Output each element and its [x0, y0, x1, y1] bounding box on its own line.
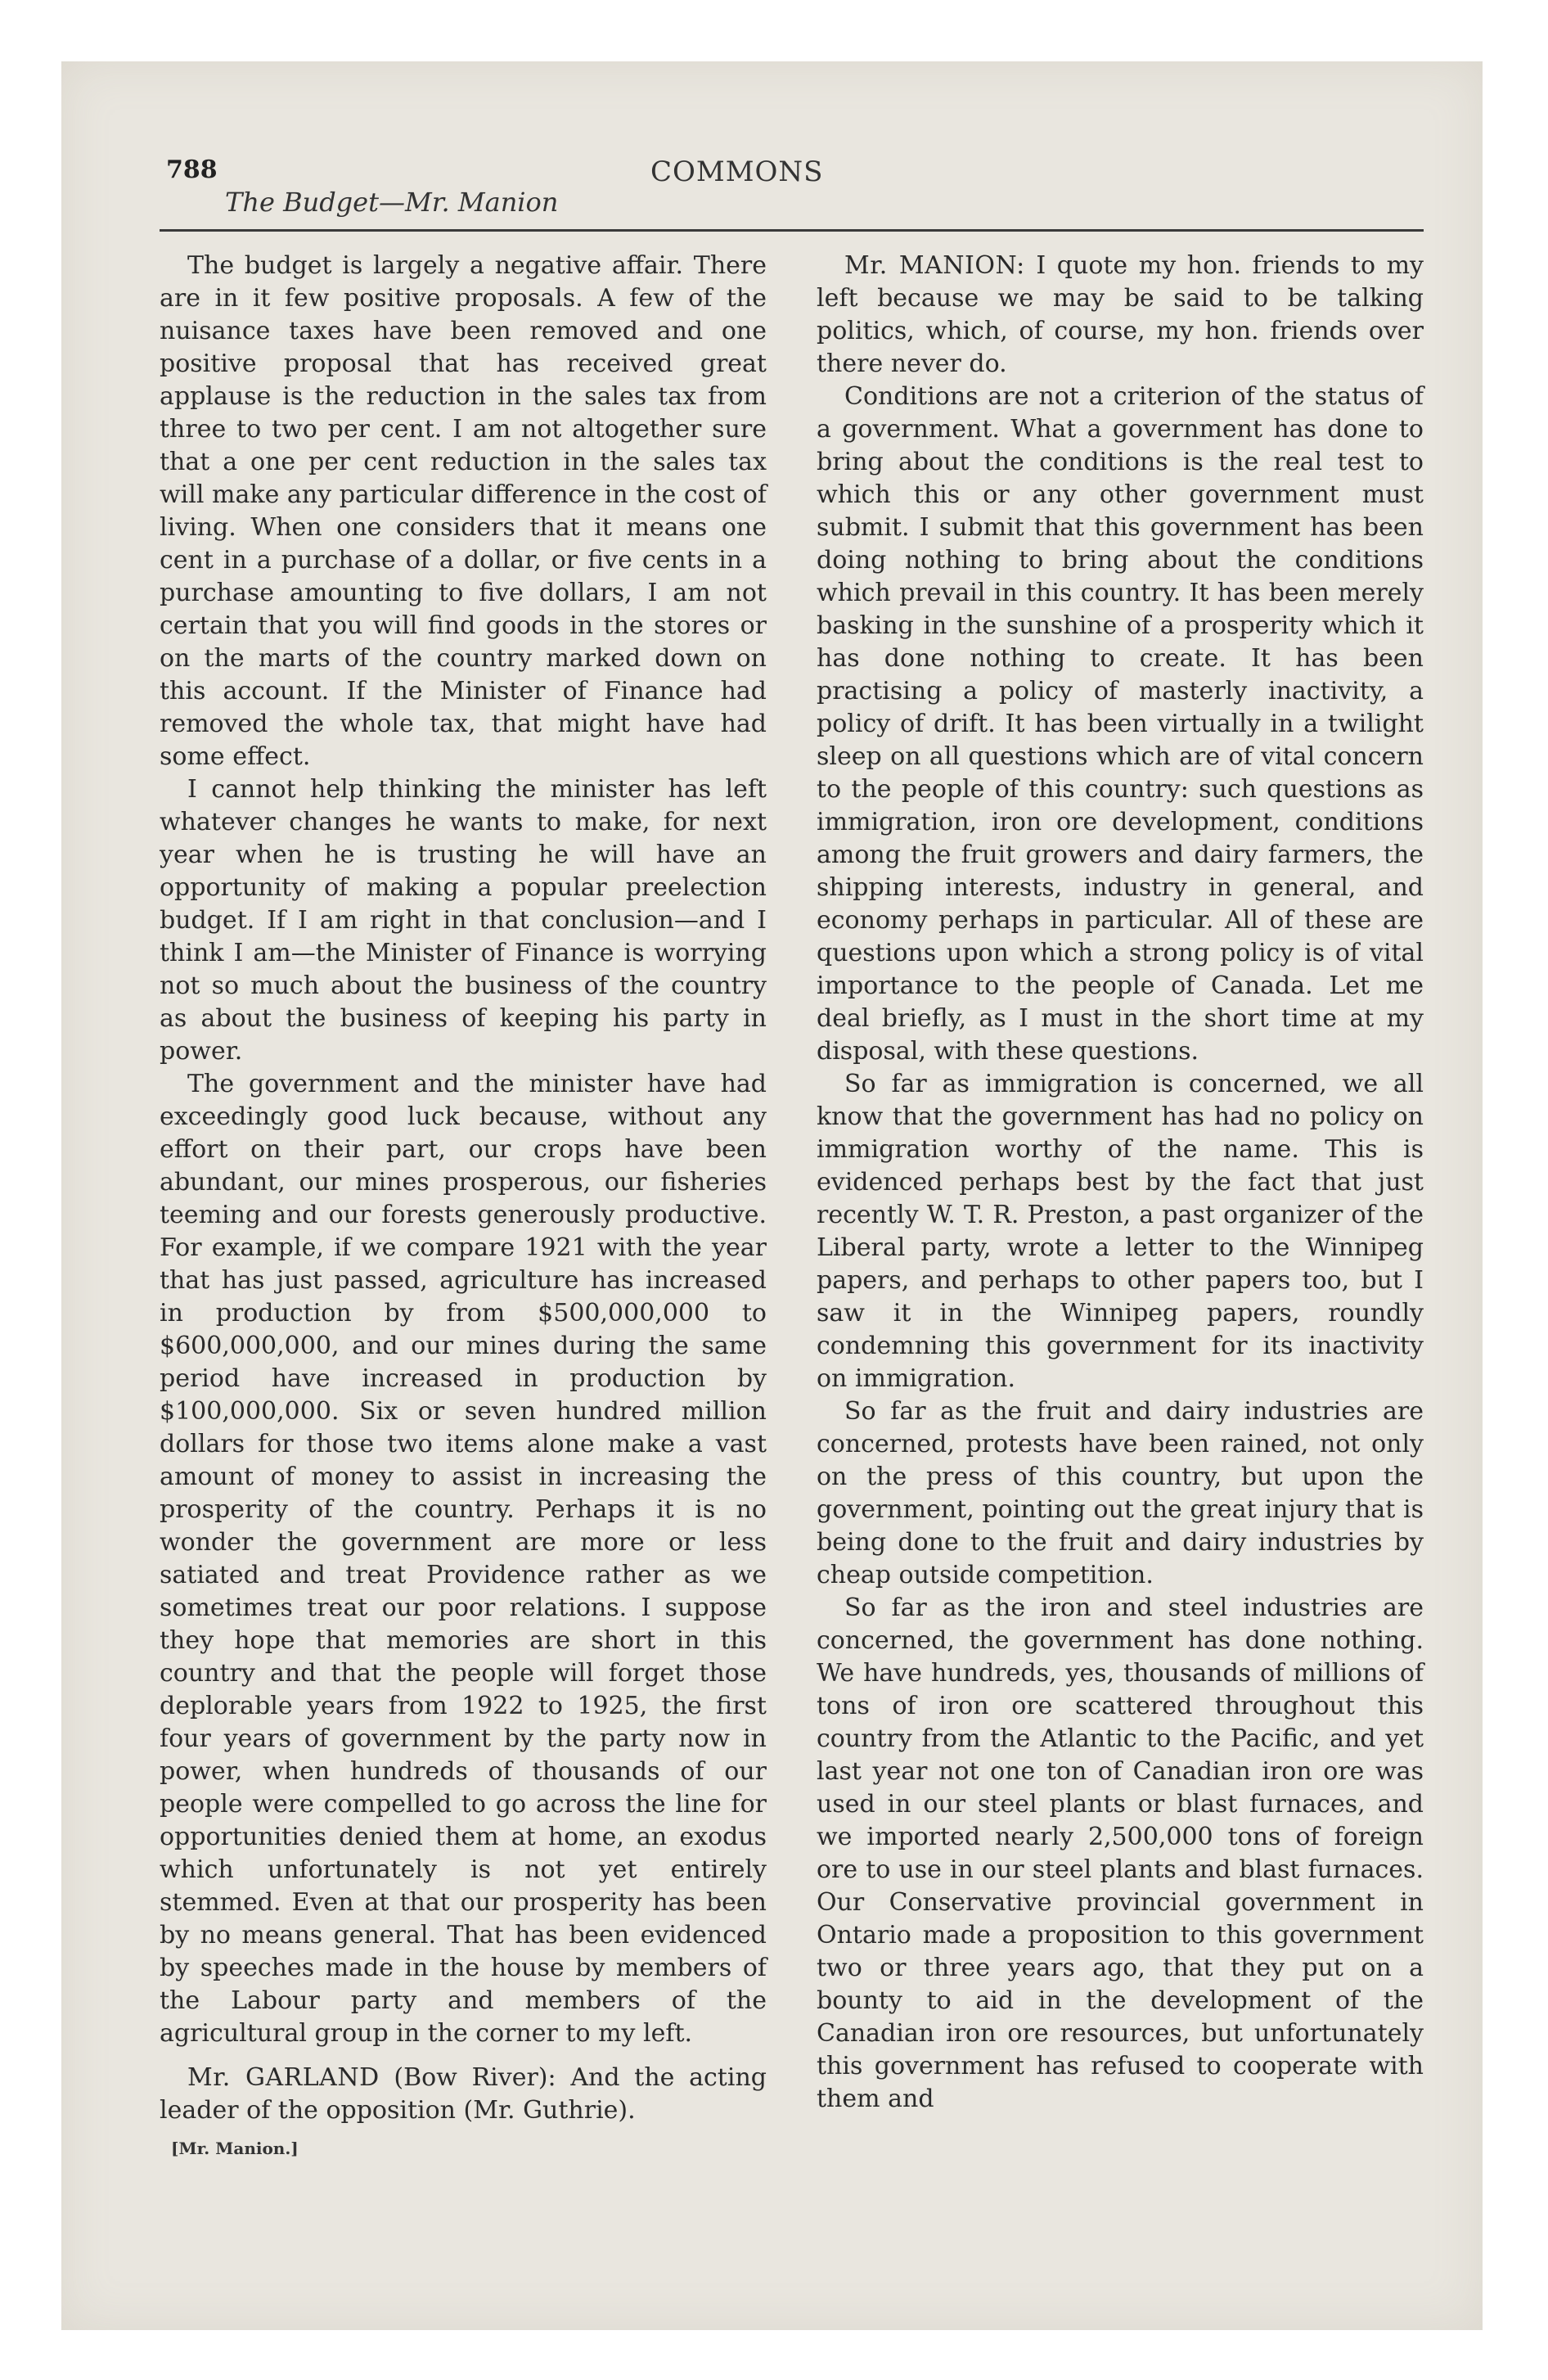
speaker-paragraph	[817, 250, 1424, 381]
speaker-paragraph	[160, 2062, 767, 2127]
speaker-footer-mark: [Mr. Manion.]	[171, 2139, 299, 2158]
left-column	[160, 250, 767, 2165]
speaker-name: Mr. MANION:	[844, 251, 1025, 280]
header-rule	[160, 229, 1424, 232]
running-title: The Budget—Mr. Manion	[225, 187, 559, 218]
speaker-name: Mr. GARLAND	[187, 2063, 380, 2092]
paragraph: The government and the minister have had exceedingly good luck because, without any effort on their part, our crops have been abundant, our mines prosperous, our fisheries teeming and our forests generously productive. For example, if we compare 1921 with the year that has just passed, agriculture has increased in production by from $500,000,000 to $600,000,000, and our mines during the same period have increased in production by $100,000,000. Six or seven hundred million dollars for those two items alone make a vast amount of money to assist in increasing the prosperity of the country. Perhaps it is no wonder the government are more or less satiated and treat Providence rather as we sometimes treat our poor relations. I suppose they hope that memories are short in this country and that the people will forget those deplorable years from 1922 to 1925, the first four years of government by the party now in power, when hundreds of thousands of our people were compelled to go across the line for opportunities denied them at home, an exodus which unfortunately is not yet entirely stemmed. Even at that our prosperity has been by no means general. That has been evidenced by speeches made in the house by members of the Labour party and members of the agricultural group in the corner to my left.	[160, 1070, 767, 2048]
hansard-page	[160, 156, 1424, 2158]
text-columns	[160, 250, 1424, 2165]
paragraph: So far as the fruit and dairy industries are concerned, protests have been rained, not only on the press of this country, but upon the government, pointing out the great injury that is being done to the fruit and dairy industries by cheap outside competition.	[817, 1397, 1424, 1589]
paragraph: So far as immigration is concerned, we all know that the government has had no policy on immigration worthy of the name. This is evidenced perhaps best by the fact that just recently W. T. R. Preston, a past organizer of the Liberal party, wrote a letter to the Winnipeg papers, and perhaps to other papers too, but I saw it in the Winnipeg papers, roundly condemning this government for its inactivity on immigration.	[817, 1070, 1424, 1393]
paragraph: The budget is largely a negative affair. There are in it few positive proposals. A few of the nuisance taxes have been removed and one positive proposal that has received great applause is the reduction in the sales tax from three to two per cent. I am not altogether sure that a one per cent reduction in the sales tax will make any particular difference in the cost of living. When one considers that it means one cent in a purchase of a dollar, or five cents in a purchase amounting to five dollars, I am not certain that you will find goods in the stores or on the marts of the country marked down on this account. If the Minister of Finance had removed the whole tax, that might have had some effect.	[160, 251, 767, 771]
speech-text: (Bow River): And the acting leader of the opposition (Mr. Guthrie).	[160, 2063, 767, 2125]
right-column	[817, 250, 1424, 2165]
section-title: COMMONS	[650, 156, 824, 188]
paragraph: I cannot help thinking the minister has left whatever changes he wants to make, for next year when he is trusting he will have an opportunity of making a popular preelection budget. If I am right in that conclusion—and I think I am—the Minister of Finance is worrying not so much about the business of the country as about the business of keeping his party in power.	[160, 775, 767, 1066]
page-number: 788	[166, 156, 218, 184]
paragraph: So far as the iron and steel industries are concerned, the government has done nothing. We have hundreds, yes, thousands of millions of tons of iron ore scattered throughout this country from the Atlantic to the Pacific, and yet last year not one ton of Canadian iron ore was used in our steel plants or blast furnaces, and we imported nearly 2,500,000 tons of foreign ore to use in our steel plants and blast furnaces. Our Conservative provincial government in Ontario made a proposition to this government two or three years ago, that they put on a bounty to aid in the development of the Canadian iron ore resources, but unfortunately this government has refused to cooperate with them and	[817, 1593, 1424, 2113]
page-header	[160, 156, 1424, 229]
paragraph: Conditions are not a criterion of the status of a government. What a government has done to bring about the conditions is the real test to which this or any other government must submit. I submit that this government has been doing nothing to bring about the conditions which prevail in this country. It has been merely basking in the sunshine of a prosperity which it has done nothing to create. It has been practising a policy of masterly inactivity, a policy of drift. It has been virtually in a twilight sleep on all questions which are of vital concern to the people of this country: such questions as immigration, iron ore development, conditions among the fruit growers and dairy farmers, the shipping interests, industry in general, and economy perhaps in particular. All of these are questions upon which a strong policy is of vital importance to the people of Canada. Let me deal briefly, as I must in the short time at my disposal, with these questions.	[817, 382, 1424, 1066]
speech-text: I quote my hon. friends to my left because we may be said to be talking politics, which, of course, my hon. friends over there never do.	[817, 251, 1424, 378]
